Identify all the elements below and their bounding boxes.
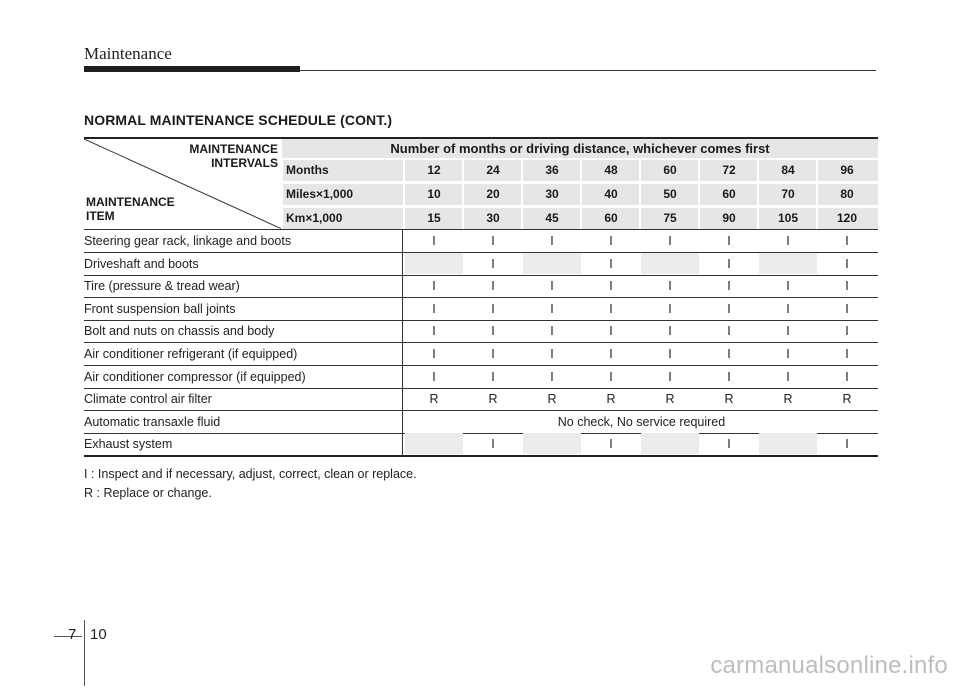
schedule-cell — [405, 253, 463, 274]
intervals-label-line1: MAINTENANCE — [189, 142, 278, 156]
schedule-cell: I — [550, 347, 554, 361]
item-label-line1: MAINTENANCE — [86, 195, 175, 209]
schedule-cell: I — [609, 347, 613, 361]
header-col-sep — [698, 159, 700, 229]
maintenance-item: Steering gear rack, linkage and boots — [84, 234, 292, 248]
header-rule — [300, 70, 876, 71]
schedule-cell: R — [547, 392, 557, 407]
interval-value: 96 — [840, 163, 854, 177]
schedule-cell: I — [609, 324, 613, 339]
interval-value: 48 — [604, 163, 618, 177]
interval-band-title: Number of months or driving distance, whichever comes first — [282, 139, 878, 159]
interval-value: 45 — [545, 211, 559, 225]
schedule-cell: I — [432, 369, 436, 384]
intervals-label — [189, 142, 278, 170]
header-col-sep — [462, 159, 464, 229]
schedule-cell: I — [491, 369, 495, 384]
header-col-sep — [403, 159, 405, 229]
schedule-cell: I — [845, 437, 849, 452]
maintenance-item: Automatic transaxle fluid — [84, 414, 221, 429]
schedule-cell: I — [491, 437, 495, 452]
schedule-cell: I — [668, 279, 672, 294]
schedule-cell — [641, 433, 699, 454]
schedule-cell: R — [606, 392, 616, 407]
schedule-cell: R — [488, 392, 498, 407]
maintenance-item: Climate control air filter — [84, 392, 212, 407]
maintenance-item: Tire (pressure & tread wear) — [84, 279, 240, 294]
maintenance-item: Exhaust system — [84, 437, 173, 452]
item-col-divider — [402, 298, 403, 321]
table-row — [84, 275, 878, 297]
schedule-cell: R — [429, 392, 439, 407]
maintenance-item: Bolt and nuts on chassis and body — [84, 324, 275, 339]
interval-value: 10 — [427, 187, 441, 201]
schedule-cell: I — [845, 324, 849, 339]
schedule-cell — [759, 253, 817, 274]
item-col-divider — [402, 433, 403, 456]
schedule-title: NORMAL MAINTENANCE SCHEDULE (CONT.) — [84, 112, 393, 128]
schedule-cell: I — [727, 437, 731, 452]
schedule-cell: I — [845, 369, 849, 384]
item-col-divider — [402, 366, 403, 389]
item-col-divider — [402, 230, 403, 253]
schedule-cell: I — [491, 279, 495, 294]
schedule-cell: I — [609, 301, 613, 316]
schedule-cell: I — [491, 256, 495, 271]
legend-inspect: I : Inspect and if necessary, adjust, correct, clean or replace. — [84, 467, 417, 481]
schedule-cell: I — [668, 347, 672, 361]
interval-value: 70 — [781, 187, 795, 201]
schedule-cell: I — [432, 324, 436, 339]
schedule-cell: I — [727, 301, 731, 316]
schedule-cell: I — [727, 369, 731, 384]
interval-value: 72 — [722, 163, 736, 177]
maintenance-item: Front suspension ball joints — [84, 301, 236, 316]
maintenance-item: Air conditioner compressor (if equipped) — [84, 369, 306, 384]
table-corner-header — [84, 137, 282, 229]
schedule-cell: I — [491, 234, 495, 248]
schedule-cell: I — [432, 234, 436, 248]
table-row — [84, 253, 878, 275]
header-col-sep — [580, 159, 582, 229]
schedule-cell: I — [491, 347, 495, 361]
header-col-sep — [521, 159, 523, 229]
schedule-cell: I — [845, 279, 849, 294]
chapter-number: 7 — [68, 626, 77, 643]
header-col-sep — [757, 159, 759, 229]
interval-value: 60 — [663, 163, 677, 177]
schedule-cell: I — [786, 279, 790, 294]
table-row — [84, 320, 878, 342]
schedule-cell — [759, 433, 817, 454]
table-row — [84, 366, 878, 388]
no-service-note: No check, No service required — [557, 414, 726, 429]
header-col-sep — [639, 159, 641, 229]
item-col-divider — [402, 320, 403, 343]
intervals-label-line2: INTERVALS — [211, 156, 278, 170]
schedule-cell: I — [727, 347, 731, 361]
schedule-cell: I — [550, 324, 554, 339]
item-col-divider — [402, 411, 403, 434]
page-number: 10 — [90, 626, 107, 643]
table-bottom-rule — [84, 455, 878, 457]
schedule-cell: I — [432, 347, 436, 361]
item-col-divider — [402, 275, 403, 298]
schedule-cell: I — [786, 347, 790, 361]
schedule-cell: I — [845, 301, 849, 316]
schedule-cell: I — [609, 279, 613, 294]
table-row — [84, 298, 878, 320]
schedule-cell: R — [724, 392, 734, 407]
header-col-sep — [281, 159, 283, 229]
schedule-cell: I — [786, 324, 790, 339]
schedule-cell: I — [845, 234, 849, 248]
schedule-cell: R — [665, 392, 675, 407]
schedule-cell: R — [842, 392, 852, 407]
interval-row-label: Km×1,000 — [286, 211, 343, 225]
maintenance-item: Air conditioner refrigerant (if equipped) — [84, 347, 298, 361]
schedule-cell: I — [609, 437, 613, 452]
table-row — [84, 388, 878, 410]
schedule-cell: I — [609, 234, 613, 248]
interval-value: 75 — [663, 211, 677, 225]
interval-value: 120 — [836, 211, 858, 225]
schedule-cell: I — [550, 279, 554, 294]
schedule-cell: I — [845, 256, 849, 271]
interval-value: 105 — [777, 211, 799, 225]
schedule-cell — [405, 433, 463, 454]
interval-value: 60 — [604, 211, 618, 225]
schedule-cell: I — [668, 234, 672, 248]
header-accent-bar — [84, 66, 300, 72]
maintenance-item: Driveshaft and boots — [84, 256, 199, 271]
interval-value: 50 — [663, 187, 677, 201]
interval-row-label: Months — [286, 163, 329, 177]
interval-value: 30 — [486, 211, 500, 225]
schedule-cell: I — [786, 301, 790, 316]
schedule-cell: I — [432, 301, 436, 316]
interval-row-label: Miles×1,000 — [286, 187, 354, 201]
interval-value: 60 — [722, 187, 736, 201]
interval-value: 30 — [545, 187, 559, 201]
interval-value: 20 — [486, 187, 500, 201]
schedule-cell: I — [550, 301, 554, 316]
table-row — [84, 433, 878, 455]
schedule-cell: I — [432, 279, 436, 294]
interval-value: 80 — [840, 187, 854, 201]
schedule-cell: I — [727, 279, 731, 294]
schedule-cell: I — [727, 234, 731, 248]
schedule-cell — [523, 433, 581, 454]
footer-divider — [84, 620, 85, 686]
schedule-cell: I — [668, 301, 672, 316]
schedule-cell: I — [550, 234, 554, 248]
schedule-cell — [523, 253, 581, 274]
schedule-cell — [641, 253, 699, 274]
table-row — [84, 343, 878, 365]
table-row — [84, 411, 878, 433]
schedule-cell: I — [491, 324, 495, 339]
interval-value: 84 — [781, 163, 795, 177]
legend-replace: R : Replace or change. — [84, 486, 212, 500]
interval-value: 12 — [427, 163, 441, 177]
schedule-cell: I — [550, 369, 554, 384]
section-header-title: Maintenance — [84, 44, 172, 63]
schedule-cell: I — [786, 369, 790, 384]
table-row — [84, 230, 878, 252]
schedule-cell: I — [609, 256, 613, 271]
schedule-cell: I — [727, 256, 731, 271]
item-label-line2: ITEM — [86, 209, 115, 223]
site-watermark: carmanualsonline.info — [710, 652, 948, 679]
schedule-cell: I — [668, 324, 672, 339]
schedule-cell: I — [845, 347, 849, 361]
schedule-cell: I — [727, 324, 731, 339]
item-col-divider — [402, 388, 403, 411]
header-col-sep — [816, 159, 818, 229]
interval-value: 24 — [486, 163, 500, 177]
interval-value: 40 — [604, 187, 618, 201]
schedule-cell: I — [609, 369, 613, 384]
schedule-cell: I — [491, 301, 495, 316]
item-col-divider — [402, 343, 403, 366]
schedule-cell: I — [786, 234, 790, 248]
item-col-divider — [402, 253, 403, 276]
item-label — [86, 195, 175, 223]
interval-value: 90 — [722, 211, 736, 225]
schedule-cell: R — [783, 392, 793, 407]
interval-value: 15 — [427, 211, 441, 225]
schedule-cell: I — [668, 369, 672, 384]
interval-value: 36 — [545, 163, 559, 177]
